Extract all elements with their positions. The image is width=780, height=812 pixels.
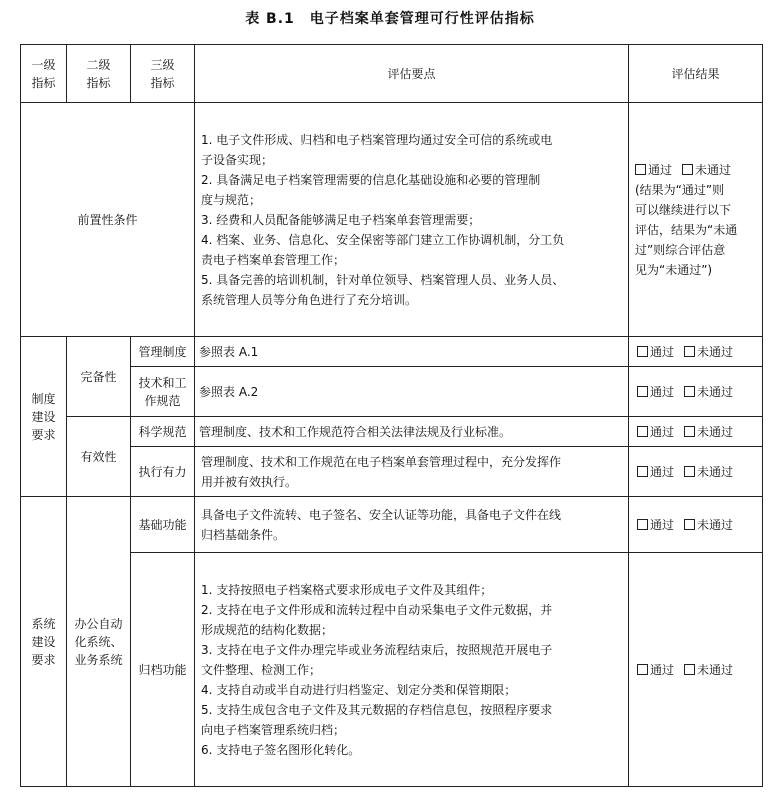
level3-label: 技术和工 作规范: [131, 367, 195, 417]
pass-checkbox[interactable]: [635, 164, 646, 175]
result-cell: 通过 未通过: [629, 337, 763, 367]
point-text: 1. 支持按照电子档案格式要求形成电子文件及其组件； 2. 支持在电子文件形成和流转过程中自动采集电子文件元数据，并 形成规范的结构化数据； 3. 支持在电子文件办理完毕或业务流程结束后，按照规范开展电子 文件整理、检测工作； 4. 支持自动或半自动进行归档鉴定、划定分类和保管期限； 5. 支持生成包含电子文件及其元数据的存档信息包，按照程序要求 向电子档案管理系统归档； 6. 支持电子签名图形化转化。: [195, 553, 629, 787]
pass-checkbox[interactable]: [637, 466, 648, 477]
table-row: [21, 553, 763, 787]
result-cell: 通过 未通过: [629, 553, 763, 787]
prerequisite-result: 通过 未通过 (结果为“通过”则 可以继续进行以下 评估，结果为“未通 过”则综合评估意 见为“未通过”): [629, 103, 763, 337]
result-cell: 通过 未通过: [629, 367, 763, 417]
header-level1: 一级 指标: [21, 45, 67, 103]
it-building-label: 系统 建设 要求: [21, 497, 67, 787]
level3-label: 管理制度: [131, 337, 195, 367]
level3-label: 归档功能: [131, 553, 195, 787]
table-row: [21, 447, 763, 497]
header-level2: 二级 指标: [67, 45, 131, 103]
header-points: 评估要点: [195, 45, 629, 103]
table-title: 表 B.1 电子档案单套管理可行性评估指标: [245, 11, 535, 27]
point-text: 参照表 A.1: [195, 337, 629, 367]
pass-checkbox[interactable]: [637, 664, 648, 675]
header-level3: 三级 指标: [131, 45, 195, 103]
table-row: [21, 337, 763, 367]
fail-checkbox[interactable]: [684, 346, 695, 357]
fail-checkbox[interactable]: [684, 664, 695, 675]
table-row: [21, 497, 763, 553]
result-cell: 通过 未通过: [629, 447, 763, 497]
result-cell: 通过 未通过: [629, 497, 763, 553]
completeness-label: 完备性: [67, 337, 131, 417]
level3-label: 执行有力: [131, 447, 195, 497]
level3-label: 基础功能: [131, 497, 195, 553]
prerequisite-row: [21, 103, 763, 337]
point-text: 参照表 A.2: [195, 367, 629, 417]
effectiveness-label: 有效性: [67, 417, 131, 497]
result-cell: 通过 未通过: [629, 417, 763, 447]
header-result: 评估结果: [629, 45, 763, 103]
header-row: [21, 45, 763, 103]
system-building-label: 制度 建设 要求: [21, 337, 67, 497]
point-text: 具备电子文件流转、电子签名、安全认证等功能，具备电子文件在线 归档基础条件。: [195, 497, 629, 553]
fail-checkbox[interactable]: [684, 426, 695, 437]
office-system-label: 办公自动 化系统、 业务系统: [67, 497, 131, 787]
pass-checkbox[interactable]: [637, 426, 648, 437]
prerequisite-points: 1. 电子文件形成、归档和电子档案管理均通过安全可信的系统或电 子设备实现； 2. 具备满足电子档案管理需要的信息化基础设施和必要的管理制 度与规范； 3. 经费和人员配备能够满足电子档案单套管理需要； 4. 档案、业务、信息化、安全保密等部门建立工作协调机制，分工负 责电子档案单套管理工作； 5. 具备完善的培训机制，针对单位领导、档案管理人员、业务人员、 系统管理人员等分角色进行了充分培训。: [195, 103, 629, 337]
assessment-table: [20, 44, 763, 787]
pass-checkbox[interactable]: [637, 519, 648, 530]
fail-checkbox[interactable]: [684, 466, 695, 477]
pass-checkbox[interactable]: [637, 386, 648, 397]
fail-checkbox[interactable]: [682, 164, 693, 175]
point-text: 管理制度、技术和工作规范在电子档案单套管理过程中，充分发挥作 用并被有效执行。: [195, 447, 629, 497]
level3-label: 科学规范: [131, 417, 195, 447]
point-text: 管理制度、技术和工作规范符合相关法律法规及行业标准。: [195, 417, 629, 447]
pass-checkbox[interactable]: [637, 346, 648, 357]
table-row: [21, 417, 763, 447]
prerequisite-label: 前置性条件: [21, 103, 195, 337]
fail-checkbox[interactable]: [684, 386, 695, 397]
fail-checkbox[interactable]: [684, 519, 695, 530]
table-row: [21, 367, 763, 417]
